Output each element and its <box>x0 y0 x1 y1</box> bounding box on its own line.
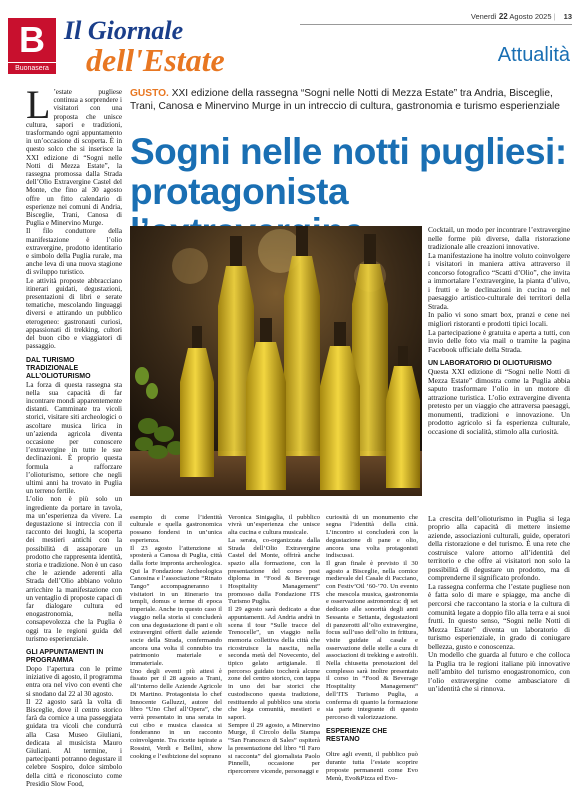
kicker-text: XXI edizione della rassegna “Sogni nelle Notti di Mezza Estate” tra Andria, Bisceglie, Trani, Canosa e Minervino Murge in un intreccio di cultura, gastronomia e turismo esperienziale <box>130 88 560 112</box>
right-column <box>428 226 570 437</box>
newspaper-title-line2: dell'Estate <box>86 42 225 78</box>
logo-subtitle: Buonasera <box>8 62 56 74</box>
paragraph: Veronica Sinigaglia, il pubblico vivrà un’esperienza che unisce alta cucina e cultura musicale. La serata, co-organizzata dalla Strada dell’Olio Extravergine Castel del Monte, offrirà anche spazio alla formazione, con la presentazione del corso post diploma in “Food & Beverage Hospitality Management” promosso dalla Fondazione ITS Turismo Puglia. Il 29 agosto sarà dedicato a due appuntamenti. Ad Andria andrà in scena il tour “Sulle tracce del Trenocelle”, un viaggio nella memoria collettiva della città che ricostruisce la nascita, nella seconda metà del Novecento, del tipico gelato artigianale. Il percorso guidato toccherà alcune zone del centro storico, con tappa in uno dei bar storici che custodiscono questa tradizione, restituendo al pubblico una storia che lega comunità, mestieri e sapori. Sempre il 29 agosto, a Minervino Murge, il Circolo della Stampa “San Francesco di Sales” ospiterà la presentazione del libro “Il Faro si racconta” del giornalista Paolo Pinnelli, occasione per ripercorrere vicende, personaggi e <box>228 513 320 775</box>
page-number: 13 <box>563 12 572 21</box>
section-label: Attualità <box>497 44 570 66</box>
paragraph: curiosità di un monumento che segna l’identità della città. L’incontro si concluderà con la degustazione di pane e olio, ancora una volta protagonisti indiscussi. Il gran finale è previsto il 30 agosto a Bisceglie, nella cornice medievale del Casale di Pacciano, con Festiv’Oil ’60-’70. Un evento che mescola musica, gastronomia e osservazione astronomica: dj set dedicato alle sonorità degli anni Sessanta e Settanta, degustazioni di panzerotti all’olio extravergine, focus sull’uso dell’olio in frittura, visite guidate al casale e osservazione delle stelle a cura di associazioni di trekking e astrofili. Nella chiusetta prenotazioni del complesso sarà inoltre presentato il corso in “Food & Beverage Hospitality Management” dell’ITS Turismo Puglia, a conferma di quanto la formazione sia parte integrante di questo percorso di valorizzazione. <box>326 513 418 721</box>
paragraph: La forza di questa rassegna sta nella sua capacità di far incontrare mondi apparentemente distanti. Camminate tra vicoli storici, visitare siti archeologici o ascoltare musica lirica in un’azienda agricola diventa occasione per conoscere l’extravergine in tutte le sue declinazioni. È proprio questa formula a rafforzare l’olioturismo, settore che negli ultimi anni ha trovato in Puglia un terreno fertile. <box>26 380 122 496</box>
subheading: ESPERIENZE CHE RESTANO <box>326 727 388 743</box>
paragraph: Il 22 agosto sarà la volta di Bisceglie, dove il centro storico farà da cornice a una passeggiata guidata tra vicoli che condurrà alla Casa Museo Giuliani, dedicata al musicista Mauro Giuliani. Al termine, i partecipanti potranno degustare il celebre Sospiro, dolce simbolo della città e riconosciuto come Presidio Slow Food, <box>26 697 122 788</box>
kicker <box>130 88 570 113</box>
photo-illustration <box>130 226 422 496</box>
paragraph: Il filo conduttore della manifestazione è l’olio extravergine, prodotto identitario e simbolo della Puglia rurale, ma anche leva di una nuova stagione di sviluppo turistico. <box>26 227 122 277</box>
bottom-column-3 <box>326 506 418 782</box>
paragraph: La partecipazione è gratuita e aperta a tutti, con invio delle foto via mail o tramite la pagina Facebook ufficiale della Strada. <box>428 327 570 354</box>
subheading: GLI APPUNTAMENTI IN PROGRAMMA <box>26 649 104 664</box>
left-column <box>26 88 122 788</box>
kicker-label: GUSTO. <box>130 88 169 99</box>
bottom-column-2 <box>228 506 320 776</box>
bottom-column-1 <box>130 506 222 760</box>
paragraph: La manifestazione ha inoltre voluto coinvolgere i visitatori in maniera attiva attraverso il concorso fotografico “Scatti d’Olio”, che invita a immortalare l’extravergine, la pianta d’ulivo, i frutti e le declinazioni in cucina o nel paesaggio artistico-culturale dei territori della Strada. <box>428 250 570 311</box>
paragraph: In palio vi sono smart box, pranzi e cene nei migliori ristoranti e prodotti tipici locali. <box>428 310 570 329</box>
date-month-year: Agosto 2025 <box>509 12 552 21</box>
dateline: Venerdì 22 Agosto 2025 | 13 <box>470 12 572 21</box>
bottom-column-4 <box>428 506 570 694</box>
paragraph: Le attività proposte abbracciano itinerari guidati, degustazioni, presentazioni di libri e serate tematiche, mescolando linguaggi diversi e attirando un pubblico eterogeneo: gastronauti curiosi, appassionati di trekking, cultori del buon cibo e viaggiatori di passaggio. <box>26 276 122 351</box>
date-weekday: Venerdì <box>470 12 497 21</box>
paragraph: L’olio non è più solo un ingrediente da portare in tavola, ma un’esperienza da vivere. La degustazione si intreccia con il racconto dei luoghi, la scoperta dei mestieri antichi con la possibilità di assaporare un prodotto che rappresenta identità, storia e tradizione. Non è un caso che le aziende aderenti alla Strada dell’Olio abbiano voluto arricchire la manifestazione con un ventaglio di proposte capaci di far dialogare cultura ed enogastronomia, nella consapevolezza che la Puglia è oggi tra le regioni guida del turismo esperienziale. <box>26 495 122 643</box>
olive-oil-bottles-photo <box>130 226 422 496</box>
date-day: 22 <box>498 12 508 21</box>
subheading: DAL TURISMO TRADIZIONALE ALL’OLIOTURISMO <box>26 356 91 380</box>
paragraph: esempio di come l’identità culturale e quella gastronomica possano fondersi in un’unica esperienza. Il 23 agosto l’attenzione si sposterà a Canosa di Puglia, città dalla forte impronta archeologica. Qui la Fondazione Archeologica Canosina e l’associazione “Rinato Tango” accompagneranno i visitatori in un itinerario tra templi, domus e terme di epoca imperiale. Anche in questo caso il viaggio nella storia si concluderà con una degustazione di pani e oli extravergini offerti dalle aziende socie della Strada, confermando ancora una volta il connubio tra patrimonio materiale e immateriale. Uno degli eventi più attesi è fissato per il 28 agosto a Trani, all’interno delle Aziende Agricole Di Martino. Protagonista lo chef Innocente Galluzzi, autore del libro “Uno Chef all’Opera”, che verrà presentato in una serata in cui cibo e musica classica si fonderanno in un racconto coinvolgente. Tra ricette ispirate a Rossini, Verdi e Bellini, show cooking e l’esibizione del soprano <box>130 513 222 760</box>
drop-cap: L <box>26 88 51 127</box>
paragraph: Questa XXI edizione di “Sogni nelle Notti di Mezza Estate” dimostra come la Puglia abbia saputo trasformare l’olio in un motore di attrazione turistica. L’olio extravergine diventa pretesto per un viaggio che attraversa paesaggi, monumenti, tradizioni e innovazione. Un prodotto agricolo si fa esperienza culturale, occasione di socialità, stimolo alla curiosità. <box>428 367 570 437</box>
headline: Sogni nelle notti pugliesi: protagonista <box>130 131 567 212</box>
paragraph: La crescita dell’olioturismo in Puglia si lega proprio alla capacità di mettere insieme aziende, associazioni culturali, guide, operatori della ristorazione e del turismo. È una rete che costruisce valore attorno all’identità del territorio e che offre ai visitatori non solo la possibilità di degustare un prodotto, ma di comprenderne il significato profondo. La rassegna conferma che l’estate pugliese non è fatta solo di mare e spiagge, ma anche di percorsi che raccontano la storia e la cultura di comunità legate a doppio filo alla terra e ai suoi frutti. In questo senso, “Sogni nelle Notti di Mezza Estate” diventa un laboratorio di turismo esperienziale, in grado di coniugare bellezza, gusto e conoscenza. Un modello che guarda al futuro e che colloca la Puglia tra le regioni italiane più innovative nell’ambito del turismo enogastronomico, con l’olio extravergine come ambasciatore di un’identità che si rinnova. <box>428 513 570 694</box>
paragraph: ’estate pugliese continua a sorprendere i visitatori con una proposta che unisce cultura, sapori e tradizioni, trasformando ogni appuntamento in un’occasione di scoperta. È in questo solco che si inserisce la XXI edizione di “Sogni nelle Notti di Mezza Estate”, la rassegna promossa dalla Strada dell’Olio Extravergine Castel del Monte, che fino al 30 agosto offre un fitto calendario di esperienze nei comuni di Andria, Bisceglie, Trani, Canosa di Puglia e Minervino Murge. <box>26 88 122 228</box>
paragraph: Cocktail, un modo per incontrare l’extravergine nelle forme più diverse, dalla ristorazione tradizionale alle creazioni innovative. <box>428 226 570 252</box>
logo-mark: B <box>8 18 56 62</box>
header-rule <box>300 24 572 25</box>
paragraph: Dopo l’apertura con le prime iniziative di agosto, il programma entra ora nel vivo con eventi che si snodano dal 22 al 30 agosto. <box>26 665 122 698</box>
subheading: UN LABORATORIO DI OLIOTURISMO <box>428 360 552 368</box>
masthead <box>8 10 308 80</box>
newspaper-title-line1: Il Giornale <box>64 16 184 45</box>
paragraph: Oltre agli eventi, il pubblico può durante tutta l’estate scoprire proposte permanenti come Evo Menù, Evo&Pizza ed Evo- <box>326 751 418 782</box>
